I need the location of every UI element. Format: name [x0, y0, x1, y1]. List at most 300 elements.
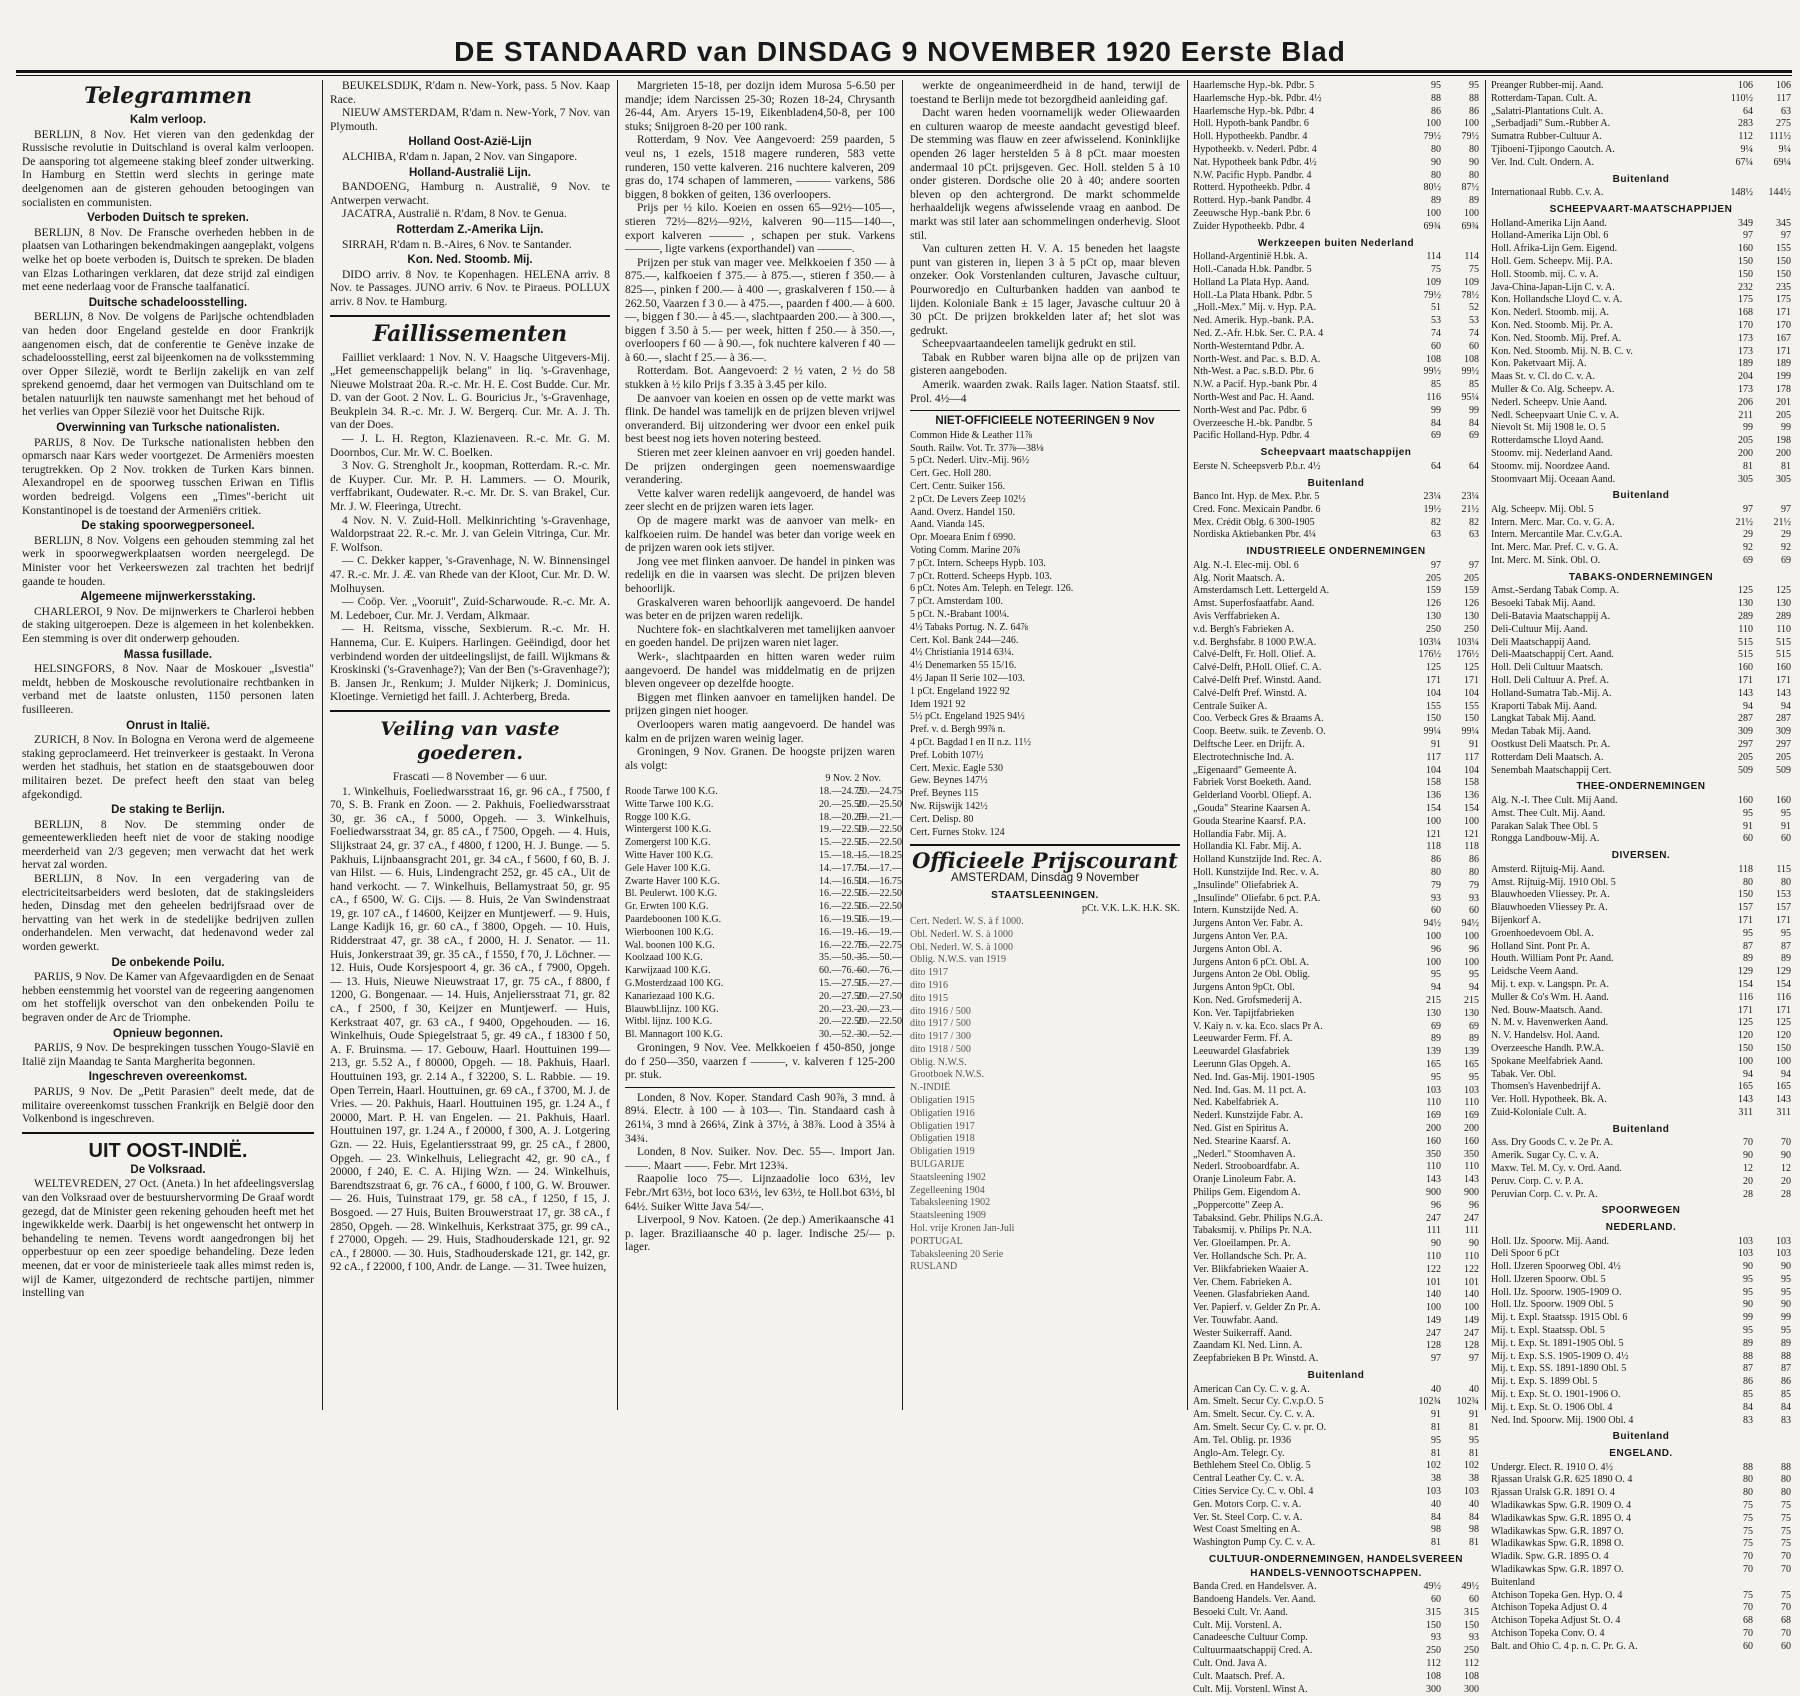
table-row: [1491, 1017, 1791, 1030]
table-row: [1193, 701, 1479, 714]
row-value: 900: [1426, 1186, 1441, 1198]
row-value: 20: [1743, 1175, 1753, 1187]
row-value: 99¼: [1423, 726, 1441, 738]
row-label: Kraporti Tabak Mij. Aand.: [1491, 700, 1598, 712]
table-row: [1193, 675, 1479, 688]
row-value: 84: [1469, 1511, 1479, 1523]
row-value: 250: [1426, 623, 1441, 635]
row-label: Zuid-Koloniale Cult. A.: [1491, 1106, 1587, 1118]
article-text: JACATRA, Australië n. R'dam, 8 Nov. te Genua.: [342, 208, 567, 221]
row-label: Wester Suikerraff. Aand.: [1193, 1327, 1292, 1339]
row-label: Am. Smelt. Secur Cy. C. v. pr. O.: [1193, 1422, 1327, 1434]
row-value: 90: [1431, 156, 1441, 168]
row-value: 160: [1426, 1135, 1441, 1147]
row-value: 80: [1431, 143, 1441, 155]
row-label: Banda Cred. en Handelsver. A.: [1193, 1581, 1317, 1593]
row-value: 95: [1781, 807, 1791, 819]
row-value: 158: [1426, 777, 1441, 789]
table-row: [1193, 328, 1479, 341]
row-value: 75: [1743, 1589, 1753, 1601]
list-item: Oblig. N.W.S. van 1919: [910, 954, 1007, 966]
table-row: [1193, 1059, 1479, 1072]
row-label: Ned. Z.-Afr. H.bk. Ser. C. P.A. 4: [1193, 327, 1324, 339]
row-label: Ver. Hollandsche Sch. Pr. A.: [1193, 1250, 1307, 1262]
row-value: 84: [1743, 1401, 1753, 1413]
article-text: Stieren met zeer kleinen aanvoer en vrij goeden handel. De prijzen ondergingen geen noemenswaardige verandering.: [625, 447, 895, 487]
row-value: 69: [1431, 1020, 1441, 1032]
table-row: [1193, 1110, 1479, 1123]
list-item: 4 pCt. Bagdad I en II n.z. 11½: [910, 736, 1031, 748]
article-subheading: Onrust in Italië.: [126, 719, 210, 732]
row-value: 86: [1469, 105, 1479, 117]
row-value: 100: [1426, 956, 1441, 968]
row-label: Deli-Cultuur Mij. Aand.: [1491, 623, 1588, 635]
row-value: 110: [1426, 1161, 1441, 1173]
price-table: [1193, 80, 1479, 234]
table-row: [1193, 118, 1479, 131]
row-value: 18.—24.75: [819, 786, 864, 798]
list-item: Cert. Kol. Bank 244—246.: [910, 634, 1019, 646]
row-value: 75: [1781, 1538, 1791, 1550]
row-value: 20.—22.50: [819, 1016, 864, 1028]
row-value: 115: [1776, 863, 1791, 875]
table-row: [625, 786, 902, 799]
row-value: 117: [1426, 751, 1441, 763]
row-label: Parakan Salak Thee Obl. 5: [1491, 820, 1598, 832]
row-value: 159: [1426, 585, 1441, 597]
row-value: 90: [1743, 1150, 1753, 1162]
row-value: 116: [1738, 991, 1753, 1003]
row-label: Atchison Topeka Adjust O. 4: [1491, 1602, 1608, 1614]
row-value: 95: [1743, 1325, 1753, 1337]
row-value: 75: [1781, 1512, 1791, 1524]
row-value: 100: [1426, 815, 1441, 827]
table-row: [1491, 833, 1791, 846]
list-item: Cert. Gec. Holl 280.: [910, 468, 992, 480]
table-row: [1193, 816, 1479, 829]
row-value: 136: [1426, 790, 1441, 802]
list-item: Nw. Rijswijk 142½: [910, 800, 988, 812]
row-value: 80: [1469, 169, 1479, 181]
list-item: Pref. Lobith 107½: [910, 749, 984, 761]
row-value: 345: [1776, 217, 1791, 229]
row-label: Atchison Topeka Conv. O. 4: [1491, 1628, 1605, 1639]
row-label: Oostkust Deli Maatsch. Pr. A.: [1491, 739, 1611, 751]
row-value: 52: [1469, 302, 1479, 314]
row-label: Centrale Suiker A.: [1193, 700, 1268, 712]
row-label: Wintergerst 100 K.G.: [625, 824, 712, 836]
list-item: Cert. Furnes Stokv. 124: [910, 826, 1005, 838]
article-subheading: De Volksraad.: [130, 1163, 206, 1176]
row-value: 129: [1738, 966, 1753, 978]
row-value: 143: [1738, 687, 1753, 699]
column-prijscourant-2: [1491, 80, 1791, 1652]
table-row: [1491, 1030, 1791, 1043]
list-item: Obl. Nederl. W. S. à 1000: [910, 928, 1014, 940]
row-value: 103: [1738, 1248, 1753, 1260]
row-label: Canadeesche Cultuur Comp.: [1193, 1632, 1308, 1644]
article-text: Nuchtere fok- en slachtkalveren met tamelijken aanvoer en goeden handel. De prijzen waren niet lager.: [625, 623, 895, 650]
row-value: 99: [1469, 404, 1479, 416]
row-value: 69¼: [1773, 156, 1791, 168]
row-value: 99: [1743, 422, 1753, 434]
row-value: 250: [1426, 1645, 1441, 1657]
table-section-heading: INDUSTRIEELE ONDERNEMINGEN: [1246, 546, 1426, 558]
row-value: 200: [1738, 447, 1753, 459]
table-section-heading: Buitenland: [1307, 477, 1365, 489]
row-label: Jurgens Anton Ver. P.A.: [1193, 930, 1288, 942]
row-value: 205: [1776, 409, 1791, 421]
row-value: 205: [1426, 572, 1441, 584]
row-label: N.W. a Pacif. Hyp.-bank Pbr. 4: [1193, 379, 1318, 391]
row-value: 118: [1426, 841, 1441, 853]
row-label: Ver. Ind. Cult. Ondern. A.: [1491, 156, 1595, 168]
table-row: [1193, 867, 1479, 880]
row-value: 83: [1743, 1414, 1753, 1426]
row-value: 104: [1426, 687, 1441, 699]
table-row: [1193, 1289, 1479, 1302]
row-label: Bl. Mannagort 100 K.G.: [625, 1029, 723, 1041]
table-row: [1491, 1312, 1791, 1325]
row-value: 81: [1469, 1422, 1479, 1434]
row-value: 247: [1464, 1327, 1479, 1339]
table-row: [1491, 877, 1791, 890]
list-item: PORTUGAL: [910, 1235, 963, 1247]
table-row: [1193, 264, 1479, 277]
row-value: 88: [1743, 1461, 1753, 1473]
row-label: Muller & Co. Alg. Scheepv. A.: [1491, 383, 1615, 395]
row-value: 311: [1776, 1106, 1791, 1118]
row-value: 70: [1781, 1602, 1791, 1614]
table-row: [1193, 918, 1479, 931]
table-row: [1193, 1537, 1479, 1550]
row-value: 85: [1781, 1389, 1791, 1401]
article-subheading: Kon. Ned. Stoomb. Mij.: [407, 254, 533, 267]
row-value: 90: [1781, 1150, 1791, 1162]
row-value: 136: [1464, 790, 1479, 802]
row-value: 88: [1431, 92, 1441, 104]
table-row: [1193, 1594, 1479, 1607]
table-row: [1193, 529, 1479, 542]
article-text: Londen, 8 Nov. Koper. Standard Cash 90⅞, 3 mnd. à 89¼. Electr. à 100 — à 103—. Tin. Standaard cash à 261¼, 3 mnd à 266¼, Zink à 37½, à 38⅞. Lood à 35¼ à 34¾.: [625, 1091, 895, 1145]
row-label: Amst.-Serdang Tabak Comp. A.: [1491, 585, 1619, 597]
row-value: 20.—27.50: [819, 990, 864, 1002]
table-row: [625, 875, 902, 889]
row-value: 128: [1464, 1340, 1479, 1352]
table-section-heading: NEDERLAND.: [1605, 1221, 1677, 1233]
row-label: Am. Smelt. Secur Cy. C.v.p.O. 5: [1193, 1396, 1324, 1408]
article-text: 4 Nov. N. V. Zuid-Holl. Melkinrichting 's-Gravenhage, Waldorpstraat 22. R.-c. Mr. J. van Gelein Vitringa, Cur. Mr. F. Wolfson.: [330, 514, 610, 554]
table-row: [1491, 555, 1791, 568]
table-row: [1193, 1448, 1479, 1461]
row-value: 60: [1431, 1594, 1441, 1606]
row-label: Witte Tarwe 100 K.G.: [625, 798, 714, 810]
row-label: Haarlemsche Hyp.-bk. Pdbr. 4: [1193, 105, 1315, 117]
row-value: 69: [1469, 1020, 1479, 1032]
table-row: [1491, 637, 1791, 650]
row-value: 150: [1426, 713, 1441, 725]
row-value: 70: [1781, 1564, 1791, 1576]
row-value: 20.—25.50: [857, 798, 902, 810]
article-text: Groningen, 9 Nov. Granen. De hoogste prijzen waren als volgt:: [625, 746, 895, 772]
row-label: Kon. Hollandsche Lloyd C. v. A.: [1491, 294, 1623, 306]
article-text: De aanvoer van koeien en ossen op de vette markt was flink. De handel was tamelijk en de prijzen bleven vrijwel onveranderd. Bij uitzondering wer dvoor een enkel puik best beest nog iets hoven notering besteed.: [625, 392, 895, 446]
article-subheading: Frascati — 8 November — 6 uur.: [392, 770, 548, 783]
list-item: 5 pCt. Nederl. Uitv.-Mij. 96½: [910, 455, 1030, 467]
article-subheading: Algemeene mijnwerkersstaking.: [80, 591, 256, 604]
row-value: 35.—50.—: [857, 952, 902, 964]
article-text: — J. L. H. Regton, Klazienaveen. R.-c. Mr. G. M. Doornbos, Cur. Mr. W. C. Boelken.: [330, 433, 610, 459]
row-value: 173: [1738, 332, 1753, 344]
table-row: [1193, 392, 1479, 405]
table-row: [1193, 80, 1479, 93]
row-value: 247: [1464, 1212, 1479, 1224]
row-label: Oranje Linoleum Fabr. A.: [1193, 1174, 1297, 1186]
list-item: Zegelleening 1904: [910, 1184, 985, 1196]
row-value: 19.—22.50: [857, 824, 902, 836]
table-row: [1491, 889, 1791, 902]
table-row: [625, 1016, 902, 1029]
grain-price-table: [625, 786, 902, 1042]
row-label: Nievolt St. Mij 1908 le. O. 5: [1491, 422, 1606, 434]
row-value: 80: [1431, 867, 1441, 878]
row-value: 149: [1464, 1314, 1479, 1326]
row-value: 64: [1431, 460, 1441, 472]
row-label: Wladikawkas Spw. G.R. 1909 O. 4: [1491, 1500, 1632, 1512]
row-value: 117: [1776, 92, 1791, 104]
row-value: 86: [1781, 1376, 1791, 1388]
row-value: 23¼: [1423, 491, 1441, 503]
row-value: 83: [1781, 1414, 1791, 1426]
row-value: 106: [1776, 80, 1791, 91]
list-item: 6 pCt. Notes Am. Teleph. en Telegr. 126.: [910, 583, 1074, 595]
row-value: 82: [1469, 516, 1479, 528]
row-label: Jurgens Anton 9pCt. Obl.: [1193, 982, 1295, 994]
article-text: — Coöp. Ver. „Vooruit", Zuid-Scharwoude. R.-c. Mr. A. M. Ledeboer, Cur. Mr. J. Verdam, Alkmaar.: [330, 596, 610, 622]
table-row: [1193, 944, 1479, 957]
row-label: Kon. Ver. Tapijtfabrieken: [1193, 1007, 1295, 1019]
row-label: Nederl. Kunstzijde Fabr. A.: [1193, 1110, 1303, 1122]
row-value: 171: [1776, 914, 1791, 926]
row-label: Avis Verffabrieken A.: [1193, 611, 1280, 623]
table-row: [1193, 982, 1479, 995]
column-rule: [617, 80, 618, 1410]
table-section-heading: Buitenland: [1612, 490, 1670, 502]
table-row: [625, 811, 902, 825]
row-value: 86: [1469, 854, 1479, 866]
row-label: Wal. boonen 100 K.G.: [625, 939, 715, 951]
table-row: [1193, 1264, 1479, 1277]
table-row: [1491, 726, 1791, 739]
table-row: [1193, 170, 1479, 183]
row-value: 171: [1776, 675, 1791, 687]
table-row: [1491, 218, 1791, 231]
row-value: 116: [1426, 391, 1441, 403]
row-value: 140: [1464, 1289, 1479, 1301]
row-value: 110: [1426, 1250, 1441, 1262]
table-row: [1491, 928, 1791, 941]
row-value: 309: [1776, 726, 1791, 738]
row-label: Wladikawkas Spw. G.R. 1897 O.: [1491, 1564, 1624, 1576]
row-label: Wladik. Spw. G.R. 1895 O. 4: [1491, 1551, 1609, 1563]
table-row: [1193, 302, 1479, 315]
row-value: 92: [1781, 542, 1791, 554]
row-label: Ned. Ind. Gas. M. 11 pct. A.: [1193, 1084, 1306, 1096]
row-value: 100: [1464, 956, 1479, 968]
masthead-rule-thin: [16, 75, 1792, 76]
row-label: Holland Kunstzijde Ind. Rec. A.: [1193, 854, 1322, 866]
row-value: 114: [1464, 251, 1479, 263]
row-value: 70: [1743, 1564, 1753, 1576]
article-text: 1. Winkelhuis, Foeliedwarsstraat 16, gr. 96 cA., f 7500, f 70, S. B. Frank en Zoon. — 2. Pakhuis, Foeliedwarsstraat 30, gr. 36 cA., f 5000, Opgeh. — 3. Winkelhuis, Foeliedwarsstraat 34, gr. 85 cA., f 7500, Opgeh. — 4. Huis, Slijkstraat 24, gr. 37 cA., f 4800, f 1200, H. J. Bunge. — 5. Pakhuis, Lijnbaansgracht 201, gr. 34 cA., f 5600, f 60, B. J. van Hilst. — 6. Huis, Lindengracht 252, gr. 45 cA., Uit de hand verkocht. — 7. Winkelhuis, Bellamystraat 50, gr. 95 cA., f 6500, W. G. Cijs. — 8. Huis, 2e Van Swindenstraat 19, gr. 107 cA., f 14600, Keijzer en Muntjewerf. — 9. Huis, Lange Kadijk 16, gr. 60 cA., f 3800, Opgeh. — 10. Huis, Ridderstraat 47, gr. 38 cA., f 2000, H. J. Senator. — 11. Huis, Jonkerstraat 39, gr. 35 cA., f 1550, f 70, J. Löchner. — 12. Huis, Oude Korsjespoort 4, gr. 36 cA., f 7900, Opgeh. — 13. Huis, Nieuwe Nieuwstraat 17, gr. 75 cA., f 8800, f 1200, G. Bongenaar. — 14. Huis, Anjeliersstraat 71, gr. 82 cA., f 2500, f 30, Keijzer en Muntjewerf. — Huis, Kerkstraat 407, gr. 63 cA., f 9400, Opgehouden. — 16. Winkelhuis, Oude Spiegelstraat 5, gr. 49 cA., f 18300 f 50, A. F. Bruinsma. — 17. Gebouw, Haarl. Houttuinen 199—213, gr. 5.52 A., f 80000, Opgeh. — 18. Pakhuis, Haarl. Houttuinen 193, gr. 2.14 A., f 32200, S. L. Rabbie. — 19. Open Terrein, Haarl. Houttuinen, gr. 69 cA., f 3700, M. J. de Vries. — 20. Pakhuis, Haarl. Houttuinen 195, gr. 1.24 A., f 20000, Mart. P. H. van Engelen. — 21. Pakhuis, Haarl. Houttuinen 197, gr. 1.24 A., f 20000, f 300, A. J. Lotgering Gzn. — 22. Huis, Egelantiersstraat 99, gr. 25 cA., f 2800, Opgeh. — 23. Winkelhuis, Leliegracht 42, gr. 90 cA., f 20000, f 240, E. C. A. Hijing Wzn. — 24. Winkelhuis, Barendtszstraat 6, gr. 76 cA., f 6000, f 100, G. W. Brouwer. — 26. Huis, Tuinstraat 179, gr. 58 cA., f 1250, f 15, J. Bosgoed. — 27 Huis, Buiten Brouwerstraat 17, gr. 38 cA., f 2850, Opgeh. — 28. Winkelhuis, Kerkstraat 375, gr. 99 cA., f 27000, Opgeh. — 29. Huis, Stadhouderskade 121, gr. 92 cA., f 28000. — 30. Huis, Stadhouderskade 121, gr. 142, gr. 92 cA., f 22000, f 100, Andr. de Lange. — 31. Twee huizen,: [330, 785, 610, 1274]
table-row: [1193, 1123, 1479, 1136]
list-item: 7 pCt. Intern. Scheeps Hypb. 103.: [910, 557, 1046, 569]
row-value: 100: [1738, 1055, 1753, 1067]
table-section-heading: CULTUUR-ONDERNEMINGEN, HANDELSVEREEN HANDELS-VENNOOTSCHAPPEN.: [1209, 1554, 1463, 1579]
table-header: pCt. V.K. L.K. H.K. SK.: [1082, 903, 1180, 915]
row-value: 110½: [1730, 92, 1753, 104]
row-value: 99: [1781, 1312, 1791, 1324]
row-value: 49½: [1423, 1581, 1441, 1593]
row-value: 95: [1743, 807, 1753, 819]
row-label: Rotterdam-Tapan. Cult. A.: [1491, 92, 1598, 104]
table-row: [1193, 354, 1479, 367]
row-value: 68: [1743, 1615, 1753, 1627]
row-value: 289: [1776, 611, 1791, 623]
row-value: 93: [1431, 892, 1441, 904]
table-row: [1491, 230, 1791, 243]
row-value: 108: [1426, 1670, 1441, 1682]
row-value: 154: [1426, 803, 1441, 815]
row-value: 69: [1469, 430, 1479, 442]
table-row: [1491, 282, 1791, 295]
table-row: [1193, 379, 1479, 392]
row-value: 130: [1464, 611, 1479, 623]
column-rule: [322, 80, 323, 1410]
row-label: Rotterd. Hypotheekb. Pdbr. 4: [1193, 182, 1311, 194]
table-row: [1193, 251, 1479, 264]
row-value: 118: [1464, 841, 1479, 853]
row-value: 102¾: [1418, 1396, 1441, 1408]
row-label: Overzeesche Handh. P.W.A.: [1491, 1042, 1604, 1054]
row-label: Nedl. Scheepvaart Unie C. v. A.: [1491, 409, 1619, 421]
row-label: Zwarte Haver 100 K.G.: [625, 875, 720, 887]
table-row: [1491, 941, 1791, 954]
row-value: 86: [1431, 854, 1441, 866]
row-label: Alg. N.-I. Elec-mij. Obl. 6: [1193, 559, 1299, 571]
table-row: [1491, 808, 1791, 821]
list-item: Pref. Beynes 115: [910, 788, 979, 800]
row-value: 157: [1738, 902, 1753, 914]
row-value: 100: [1464, 118, 1479, 130]
article-subheading: Rotterdam Z.-Amerika Lijn.: [396, 223, 544, 236]
price-table: [1193, 461, 1479, 474]
row-label: Alg. N.-I. Thee Cult. Mij Aand.: [1491, 795, 1618, 807]
row-label: „Poppercotte" Zeep A.: [1193, 1199, 1284, 1211]
article-subheading: Duitsche schadeloosstelling.: [88, 296, 248, 309]
table-section-heading: Buitenland: [1307, 1370, 1365, 1382]
list-item: dito 1917: [910, 967, 949, 979]
row-label: Holland La Plata Hyp. Aand.: [1193, 276, 1310, 288]
row-value: 169: [1426, 1110, 1441, 1122]
row-label: Calvé-Delft, Fr. Holl. Olief. A.: [1193, 649, 1317, 661]
row-label: Holl. Kunstzijde Ind. Rec. v. A.: [1193, 867, 1320, 878]
row-label: Medan Tabak Mij. Aand.: [1491, 726, 1591, 738]
table-row: [1491, 384, 1791, 397]
row-value: 125: [1776, 585, 1791, 597]
article-text: SIRRAH, R'dam n. B.-Aires, 6 Nov. te Santander.: [342, 238, 572, 251]
row-value: 160: [1738, 662, 1753, 674]
row-label: „Serbadjadi" Sum.-Rubber A.: [1491, 118, 1611, 130]
article-subheading: Opnieuw begonnen.: [113, 1027, 223, 1040]
table-row: [1193, 1460, 1479, 1473]
row-value: 16.—19.—: [819, 926, 864, 938]
row-value: 30.—52.—: [819, 1029, 864, 1041]
row-value: 100: [1426, 118, 1441, 130]
row-value: 96: [1469, 943, 1479, 955]
row-label: Int. Merc. Mar. Pref. C. v. G. A.: [1491, 542, 1619, 554]
row-value: 88: [1781, 1350, 1791, 1362]
table-row: [1193, 1632, 1479, 1645]
row-label: Kanariezaad 100 K.G.: [625, 990, 715, 1002]
table-row: [1491, 1137, 1791, 1150]
row-label: „Salatri-Plantations Cult. A.: [1491, 105, 1604, 117]
table-row: [625, 978, 902, 991]
row-value: 90: [1781, 1299, 1791, 1311]
row-label: Zaandam Kl. Ned. Linn. A.: [1193, 1340, 1303, 1352]
row-label: Kon. Ned. Stoomb. Mij. N. B. C. v.: [1491, 345, 1633, 357]
row-label: N. V. Handelsv. Hol. Aand.: [1491, 1030, 1600, 1042]
row-value: 100: [1426, 930, 1441, 942]
row-label: „Gouda" Stearine Kaarsen A.: [1193, 803, 1311, 815]
row-value: 60: [1781, 1640, 1791, 1652]
table-row: [1491, 902, 1791, 915]
row-label: Rotterdam Deli Maatsch. A.: [1491, 751, 1604, 763]
row-value: 16.—22.75: [819, 939, 864, 951]
row-value: 99: [1781, 422, 1791, 434]
table-row: [1491, 1628, 1791, 1641]
table-section-heading: DIVERSEN.: [1611, 850, 1671, 862]
table-row: [1193, 713, 1479, 726]
row-label: Mij. t. Expl. Staatssp. 1915 Obl. 6: [1491, 1312, 1628, 1324]
section-divider: [22, 1132, 314, 1134]
section-divider: [910, 844, 1180, 846]
table-row: [625, 1003, 902, 1017]
row-value: 100: [1464, 815, 1479, 827]
row-value: 120: [1738, 1030, 1753, 1042]
row-value: 12: [1743, 1162, 1753, 1174]
row-label: Paardeboonen 100 K.G.: [625, 914, 722, 926]
row-label: Overzeesche H.-bk. Pandbr. 5: [1193, 417, 1313, 429]
row-value: 75: [1781, 1525, 1791, 1537]
table-row: [1193, 1225, 1479, 1238]
row-label: Langkat Tabak Mij. Aand.: [1491, 713, 1596, 725]
row-value: 99½: [1461, 366, 1479, 378]
row-label: G.Mosterdzaad 100 KG.: [625, 978, 724, 990]
row-label: Gr. Erwten 100 K.G.: [625, 901, 709, 913]
row-value: 98: [1431, 1524, 1441, 1536]
table-row: [1491, 979, 1791, 992]
row-value: 101: [1426, 1276, 1441, 1288]
table-section-heading: TABAKS-ONDERNEMINGEN: [1568, 571, 1714, 583]
row-value: 21½: [1461, 503, 1479, 515]
row-value: 15.—22.50: [857, 837, 902, 849]
row-value: 89: [1431, 195, 1441, 207]
table-row: [1491, 864, 1791, 877]
section-divider: [330, 315, 610, 317]
row-label: Hollandia Fabr. Mij. A.: [1193, 828, 1287, 840]
row-label: Mex. Crédit Oblg. 6 300-1905: [1193, 516, 1315, 528]
